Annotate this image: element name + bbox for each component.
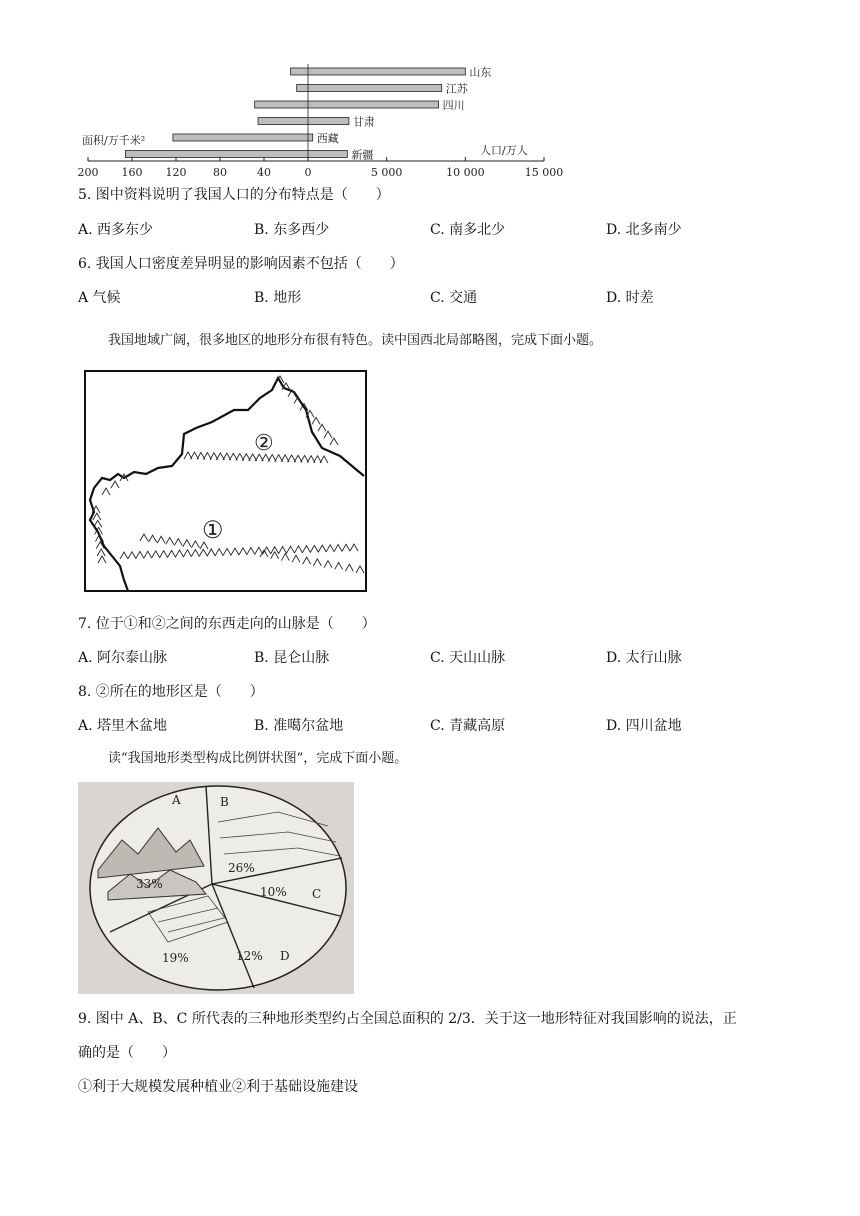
intro-pie-chart: 读“我国地形类型构成比例饼状图”，完成下面小题。 (108, 751, 408, 766)
chart-category-label: 山东 (469, 66, 492, 79)
q8-option-b[interactable]: B. 准噶尔盆地 (254, 718, 344, 734)
chart-category-label: 江苏 (445, 82, 468, 96)
population-tick-label: 10 000 (446, 166, 485, 179)
chart-category-label: 甘肃 (352, 115, 375, 129)
pie-percent-a: 33% (136, 877, 163, 891)
northwest-china-map (84, 370, 368, 594)
chart-category-label: 新疆 (351, 148, 374, 162)
terrain-type-pie-picture (78, 782, 354, 994)
q5-option-d[interactable]: D. 北多南少 (606, 222, 682, 238)
area-tick-label: 0 (304, 166, 312, 179)
area-axis-label: 面积/万千米² (82, 134, 146, 147)
area-tick-label: 80 (213, 166, 227, 179)
pie-label-a: A (172, 793, 181, 807)
population-axis-label: 人口/万人 (480, 144, 528, 157)
question-9-stem-line1: 9. 图中 A、B、C 所代表的三种地形类型约占全国总面积的 2/3．关于这一地形特征对我国影响的说法，正 (78, 1011, 737, 1027)
chart-ticks (78, 157, 564, 179)
area-tick-label: 160 (121, 166, 143, 179)
pie-label-d: D (280, 949, 290, 963)
area-population-chart (76, 58, 564, 182)
q7-option-c[interactable]: C. 天山山脉 (430, 650, 506, 666)
q6-option-a[interactable]: A 气候 (78, 290, 121, 306)
question-9-statements: ①利于大规模发展种植业②利于基础设施建设 (78, 1079, 358, 1095)
q5-option-c[interactable]: C. 南多北少 (430, 222, 506, 238)
chart-category-label: 西藏 (316, 132, 339, 145)
population-tick-label: 5 000 (370, 166, 403, 179)
q7-option-a[interactable]: A. 阿尔泰山脉 (78, 650, 168, 666)
chart-bar-4 (173, 134, 313, 141)
q5-option-a[interactable]: A. 西多东少 (78, 222, 154, 238)
q6-option-d[interactable]: D. 时差 (606, 290, 654, 306)
pie-label-b: B (220, 795, 229, 809)
area-tick-label: 120 (165, 166, 187, 179)
q5-option-b[interactable]: B. 东多西少 (254, 222, 330, 238)
pie-percent-d: 12% (236, 949, 263, 963)
chart-category-label: 四川 (442, 99, 465, 112)
chart-bar-1 (297, 85, 442, 92)
q7-option-b[interactable]: B. 昆仑山脉 (254, 650, 330, 666)
q8-option-a[interactable]: A. 塔里木盆地 (78, 718, 168, 734)
q6-option-b[interactable]: B. 地形 (254, 290, 302, 306)
map-label-2: ② (254, 431, 274, 456)
pie-percent-c: 10% (260, 885, 287, 899)
chart-bar-3 (258, 118, 349, 125)
q7-option-d[interactable]: D. 太行山脉 (606, 650, 682, 666)
question-6-stem: 6. 我国人口密度差异明显的影响因素不包括（ ） (78, 256, 404, 272)
q8-option-c[interactable]: C. 青藏高原 (430, 718, 506, 734)
population-tick-label: 15 000 (524, 166, 564, 179)
pie-percent-e: 19% (162, 951, 189, 965)
area-tick-label: 200 (77, 166, 99, 179)
chart-bar-2 (255, 101, 439, 108)
pie-label-c: C (312, 887, 322, 901)
q6-option-c[interactable]: C. 交通 (430, 290, 478, 306)
map-label-1: ① (202, 516, 224, 544)
question-9-stem-line2: 确的是（ ） (78, 1045, 176, 1061)
question-8-stem: 8. ②所在的地形区是（ ） (78, 684, 264, 700)
question-5-stem: 5. 图中资料说明了我国人口的分布特点是（ ） (78, 187, 390, 203)
chart-bar-5 (125, 151, 347, 158)
q8-option-d[interactable]: D. 四川盆地 (606, 718, 682, 734)
pie-percent-b: 26% (228, 861, 255, 875)
area-tick-label: 40 (257, 166, 271, 179)
question-7-stem: 7. 位于①和②之间的东西走向的山脉是（ ） (78, 616, 376, 632)
intro-northwest-map: 我国地域广阔，很多地区的地形分布很有特色。读中国西北局部略图，完成下面小题。 (108, 333, 603, 348)
chart-bar-0 (291, 68, 466, 75)
